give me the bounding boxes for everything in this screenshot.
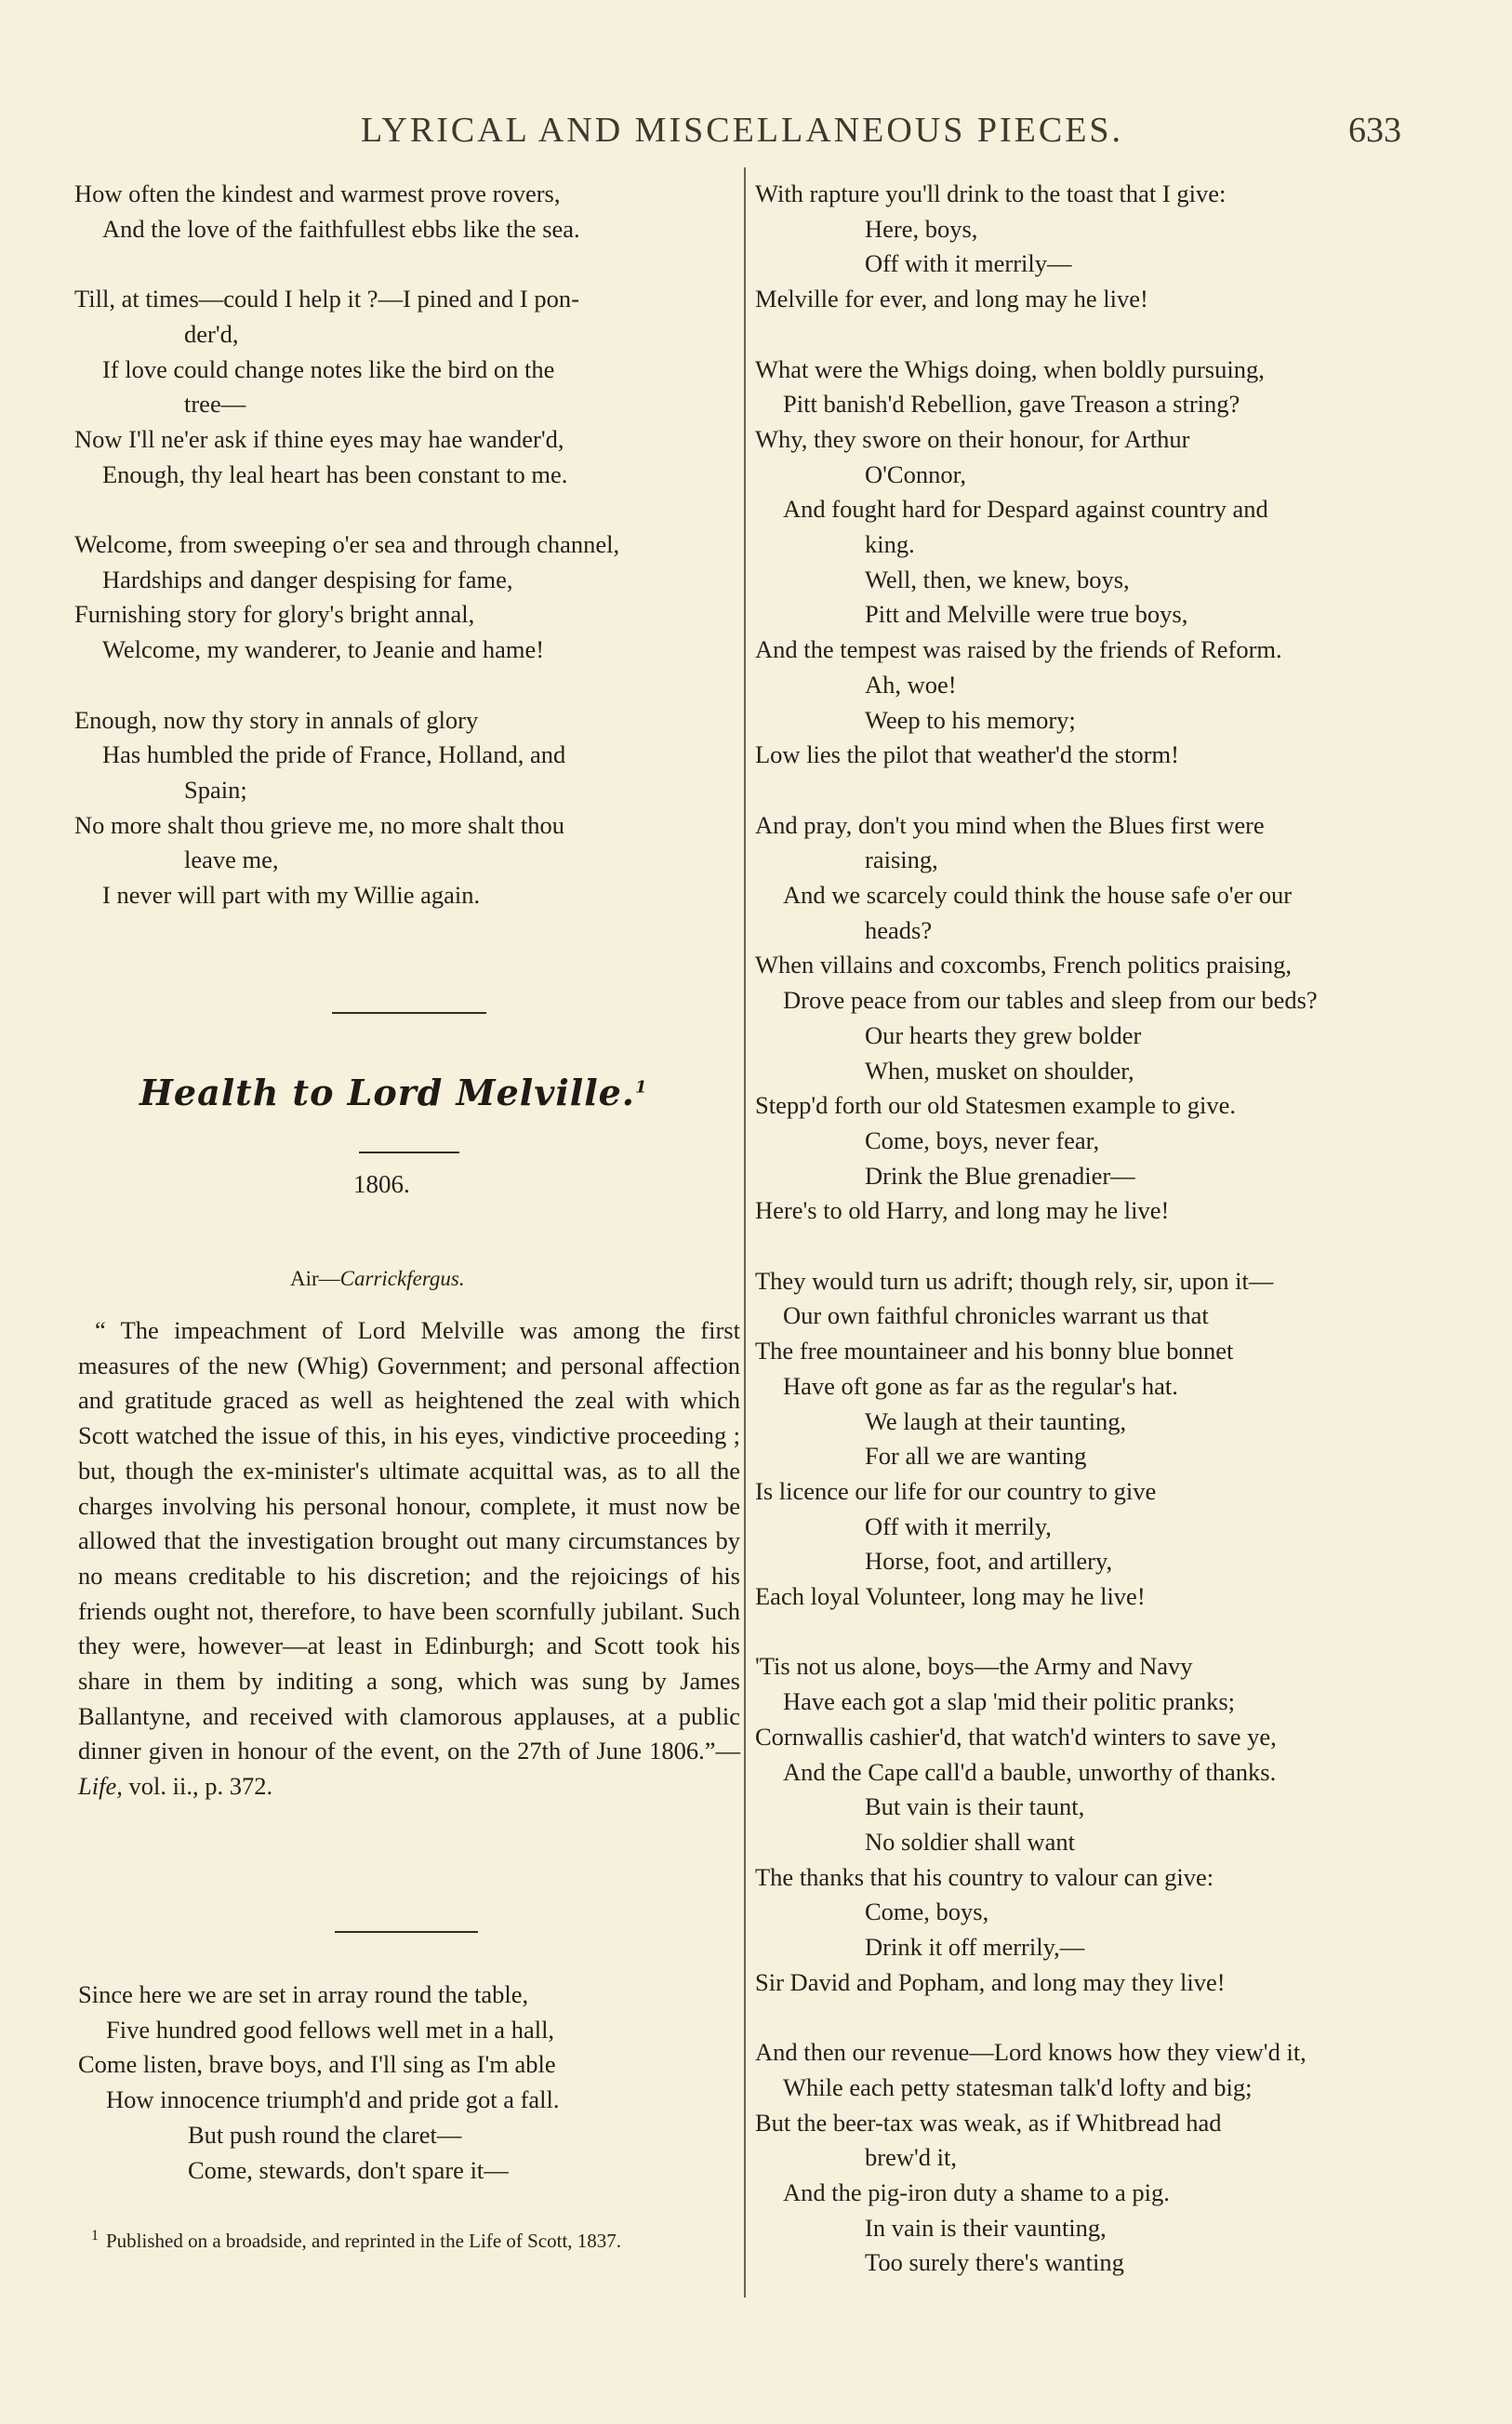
verse-line: If love could change notes like the bird on the [102,354,555,383]
verse-line: 'Tis not us alone, boys—the Army and Navy [755,1652,1193,1681]
stanza [74,527,736,668]
stanza [74,703,736,913]
song-title [139,1072,697,1113]
song-title-text: Health to Lord Melville. [139,1072,636,1113]
footnote-text: Published on a broadside, and reprinted in the Life of Scott, 1837. [106,2230,622,2252]
verse-line: Weep to his memory; [865,705,1076,734]
verse-line: We laugh at their taunting, [865,1406,1127,1435]
verse-line: O'Connor, [865,459,966,488]
section-rule [332,1012,486,1014]
verse-line: When, musket on shoulder, [865,1056,1134,1085]
verse-line: Melville for ever, and long may he live! [755,285,1148,313]
stanza [755,177,1452,317]
verse-line: And the love of the faithfullest ebbs like the sea. [102,214,580,243]
verse-line: Till, at times—could I help it ?—I pined and I pon- [74,285,579,313]
verse-line: The thanks that his country to valour can give: [755,1862,1214,1891]
verse-line: But push round the claret— [188,2120,462,2149]
verse-line: tree— [184,390,246,419]
column-divider [744,167,746,2297]
stanza [74,177,736,246]
verse-line: Off with it merrily, [865,1512,1052,1540]
verse-line: With rapture you'll drink to the toast that I give: [755,180,1227,207]
verse-line: raising, [865,846,938,874]
stanza [755,353,1452,773]
verse-line: And then our revenue—Lord knows how they view'd it, [755,2038,1306,2067]
verse-line: Welcome, my wanderer, to Jeanie and hame! [102,635,545,664]
verse-line: Now I'll ne'er ask if thine eyes may hae wander'd, [74,424,564,453]
right-column-verse [755,177,1452,2281]
verse-line: Have oft gone as far as the regular's hat. [783,1371,1178,1400]
air-label: Air— [290,1267,340,1290]
verse-line: Cornwallis cashier'd, that watch'd winters to save ye, [755,1722,1277,1751]
verse-line: Hardships and danger despising for fame, [102,565,513,593]
verse-line: Pitt banish'd Rebellion, gave Treason a string? [783,390,1240,419]
verse-line: Enough, thy leal heart has been constant to me. [102,459,568,488]
verse-line: Pitt and Melville were true boys, [865,600,1188,629]
verse-line: Well, then, we knew, boys, [865,565,1130,593]
page-number: 633 [1348,111,1401,150]
page-header [0,110,1512,156]
verse-line: Here's to old Harry, and long may he live! [755,1196,1170,1225]
verse-line: Stepp'd forth our old Statesmen example to give. [755,1091,1237,1120]
song-year: 1806. [353,1170,410,1198]
stanza [755,808,1452,1229]
verse-line: And pray, don't you mind when the Blues first were [755,810,1265,839]
verse-line: When villains and coxcombs, French politics praising, [755,951,1292,979]
verse-line: Each loyal Volunteer, long may he live! [755,1582,1146,1611]
song-opening-stanza [78,1978,740,2188]
verse-line: For all we are wanting [865,1442,1087,1471]
stanza [755,1264,1452,1615]
verse-line: Since here we are set in array round the table, [78,1980,529,2008]
air-line [290,1267,465,1291]
title-rule [359,1152,459,1153]
verse-line: der'd, [184,319,239,348]
section-rule [335,1931,478,1933]
verse-line: Come, boys, [865,1898,989,1926]
verse-line: Drove peace from our tables and sleep from our beds? [783,986,1318,1015]
verse-line: Drink the Blue grenadier— [865,1161,1135,1190]
verse-line: The free mountaineer and his bonny blue bonnet [755,1337,1234,1365]
verse-line: king. [865,530,915,559]
intro-text: “ The impeachment of Lord Melville was among the first measures of the new (Whig) Government; and personal affection and gratitude graced as well as heightened the zeal with which Scott watched the issue of this, in his eyes, vindictive proceeding ; but, though the ex-minister's ultimate acquittal was, as to all the charges involving his personal honour, complete, it must now be allowed that the investigation brought out many circumstances by no means creditable to his discretion; and the rejoicings of his friends ought not, therefore, to have been scornfully jubilant. Such they were, however—at least in Edinburgh; and Scott took his share in them by inditing a song, which was sung by James Ballantyne, and received with clamorous applauses, at a public dinner given in honour of the event, on the 27th of June 1806.”— [78,1316,740,1765]
intro-reference: vol. ii., p. 372. [122,1772,273,1801]
stanza [74,282,736,492]
verse-line: What were the Whigs doing, when boldly pursuing, [755,354,1265,383]
running-title: LYRICAL AND MISCELLANEOUS PIECES. [361,111,1124,150]
verse-line: And we scarcely could think the house safe o'er our [783,881,1293,910]
verse-line: Come, boys, never fear, [865,1125,1100,1154]
verse-line: Horse, foot, and artillery, [865,1547,1113,1576]
verse-line: No more shalt thou grieve me, no more shalt thou [74,810,564,839]
air-tune: Carrickfergus. [339,1267,465,1290]
footnote-reference: 1 [635,1077,648,1098]
verse-line: Our hearts they grew bolder [865,1020,1142,1049]
verse-line: And the tempest was raised by the friends of Reform. [755,635,1282,664]
verse-line: I never will part with my Willie again. [102,881,481,910]
verse-line: They would turn us adrift; though rely, sir, upon it— [755,1266,1274,1295]
verse-line: How innocence triumph'd and pride got a fall. [106,2085,560,2114]
verse-line: Come listen, brave boys, and I'll sing as I'm able [78,2050,556,2079]
verse-line: heads? [865,915,933,944]
footnote [78,2221,740,2256]
verse-line: Have each got a slap 'mid their politic pranks; [783,1687,1236,1716]
verse-line: Here, boys, [865,214,978,243]
verse-line: Too surely there's wanting [865,2248,1124,2277]
verse-line: But vain is their taunt, [865,1792,1085,1821]
verse-line: And fought hard for Despard against country and [783,495,1268,524]
stanza [755,1649,1452,2000]
verse-line: Sir David and Popham, and long may they live! [755,1967,1226,1996]
stanza [755,2035,1452,2281]
verse-line: Off with it merrily— [865,249,1072,278]
verse-line: In vain is their vaunting, [865,2213,1107,2242]
verse-line: Welcome, from sweeping o'er sea and through channel, [74,530,620,558]
verse-line: And the pig-iron duty a shame to a pig. [783,2178,1170,2206]
verse-line: Ah, woe! [865,670,957,699]
verse-line: Enough, now thy story in annals of glory [74,705,479,734]
verse-line: While each petty statesman talk'd lofty and big; [783,2072,1253,2101]
verse-line: How often the kindest and warmest prove rovers, [74,180,561,207]
verse-line: Low lies the pilot that weather'd the storm! [755,740,1179,769]
verse-line: But the beer-tax was weak, as if Whitbread had [755,2108,1222,2137]
verse-line: Why, they swore on their honour, for Arthur [755,424,1190,453]
verse-line: No soldier shall want [865,1827,1075,1856]
verse-line: Our own faithful chronicles warrant us that [783,1301,1209,1330]
intro-paragraph [78,1313,740,1805]
verse-line: leave me, [184,846,279,874]
footnote-marker: 1 [91,2228,99,2244]
verse-line: Has humbled the pride of France, Holland, and [102,740,566,769]
verse-line: Furnishing story for glory's bright annal, [74,600,475,629]
left-column-verse [74,177,736,913]
verse-line: Is licence our life for our country to give [755,1476,1157,1505]
verse-line: brew'd it, [865,2143,957,2172]
verse-line: Drink it off merrily,— [865,1933,1085,1962]
verse-line: Come, stewards, don't spare it— [188,2155,509,2184]
verse-line: Five hundred good fellows well met in a hall, [106,2015,555,2044]
intro-citation: Life, [78,1772,123,1801]
verse-line: Spain; [184,775,247,804]
verse-line: And the Cape call'd a bauble, unworthy of thanks. [783,1757,1277,1786]
